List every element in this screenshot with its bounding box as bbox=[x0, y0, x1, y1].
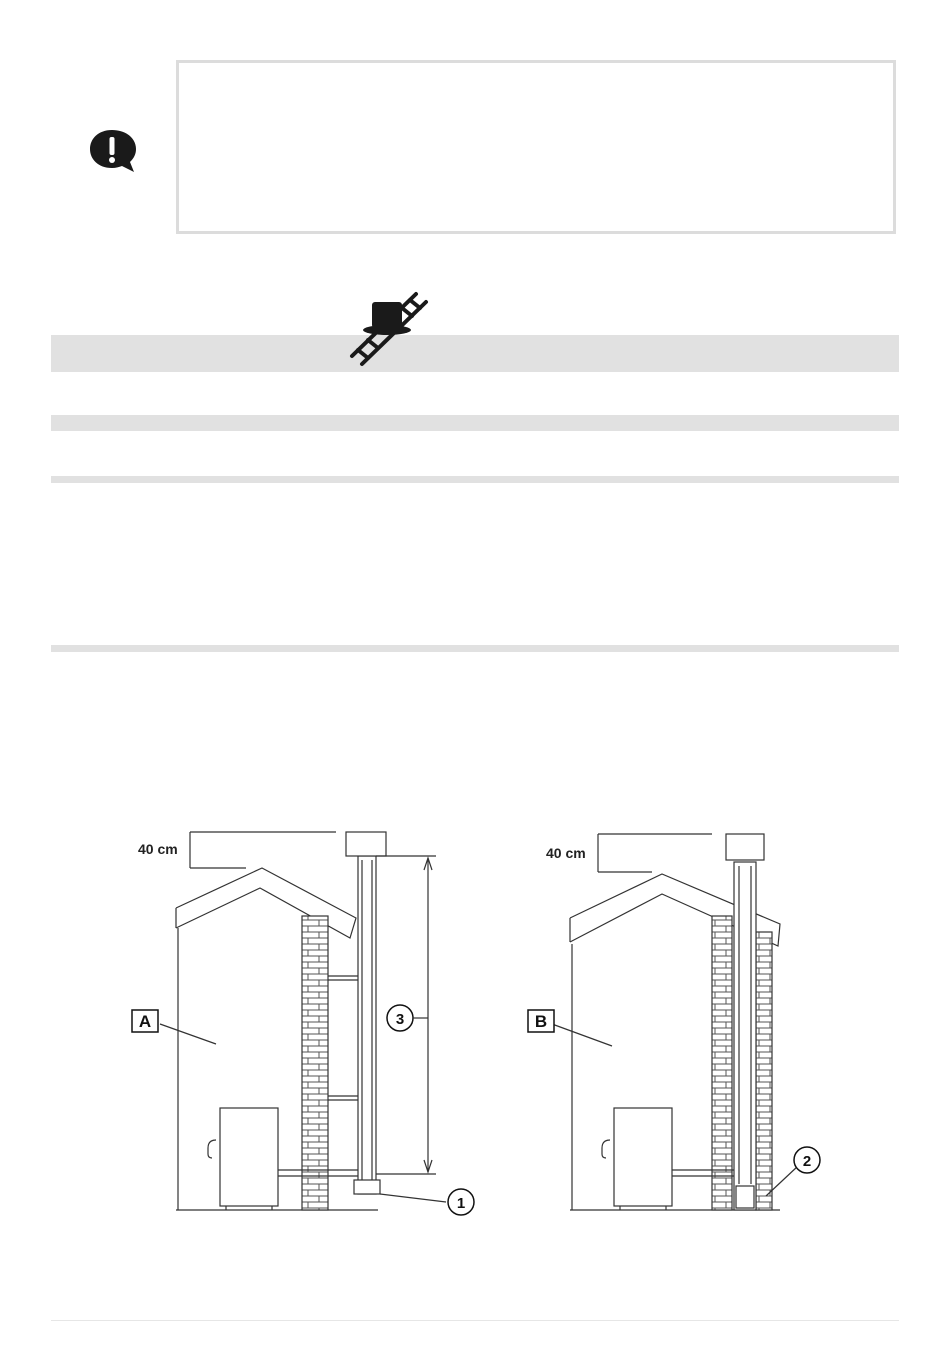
callout-3-label: 3 bbox=[395, 1011, 405, 1028]
callout-1 bbox=[448, 1189, 474, 1215]
chimney-sweep-icon bbox=[346, 288, 436, 368]
chimney-installation-figure bbox=[0, 800, 950, 1240]
dimension-40cm-left: 40 cm bbox=[138, 841, 178, 857]
tag-b-label: B bbox=[534, 1012, 548, 1031]
tag-b bbox=[528, 1010, 554, 1032]
dimension-40cm-right: 40 cm bbox=[546, 845, 586, 861]
tag-a bbox=[132, 1010, 158, 1032]
divider-rule bbox=[51, 476, 899, 483]
section-header-band bbox=[51, 335, 899, 372]
callout-2-label: 2 bbox=[802, 1153, 812, 1170]
callout-3 bbox=[387, 1005, 428, 1031]
footer-rule bbox=[51, 1320, 899, 1321]
warning-box bbox=[176, 60, 896, 234]
dimension-label-left bbox=[138, 841, 178, 857]
callout-1-label: 1 bbox=[456, 1195, 466, 1212]
divider-rule bbox=[51, 645, 899, 652]
dimension-label-right bbox=[546, 845, 586, 861]
drawing-b bbox=[552, 834, 798, 1210]
warning-icon bbox=[88, 128, 140, 174]
tag-a-label: A bbox=[138, 1012, 152, 1031]
callout-2 bbox=[794, 1147, 820, 1173]
subsection-band bbox=[51, 415, 899, 431]
